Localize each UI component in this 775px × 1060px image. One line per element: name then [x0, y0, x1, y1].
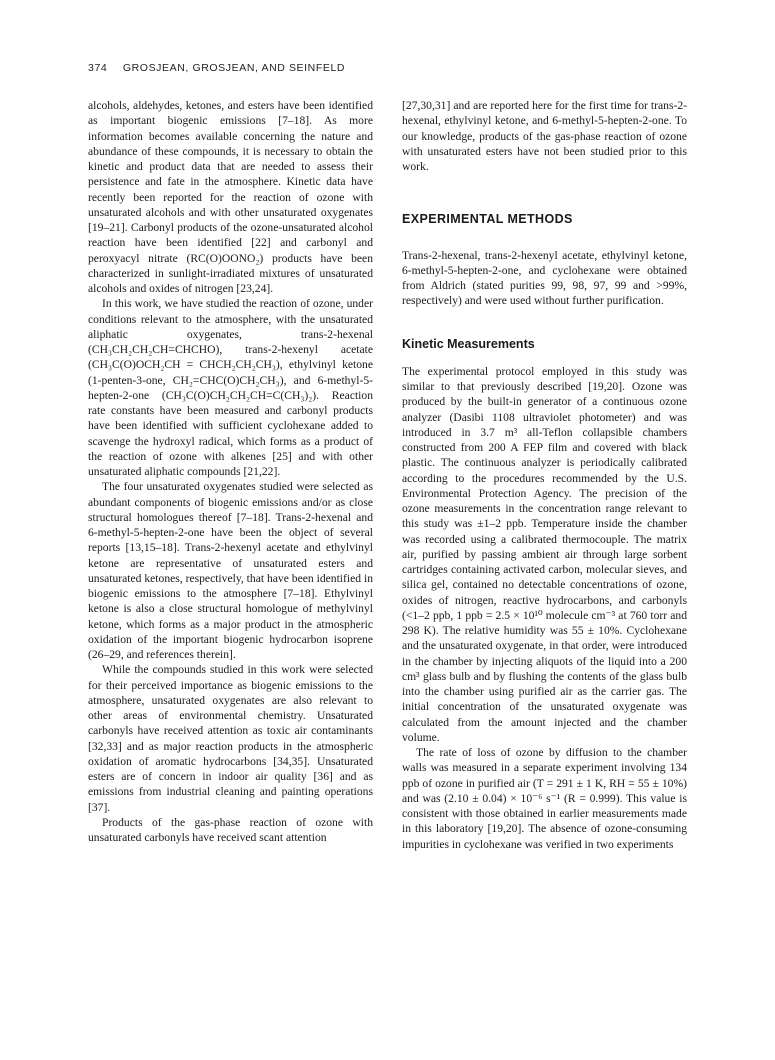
paragraph: Trans-2-hexenal, trans-2-hexenyl acetate, ethylvinyl ketone, 6-methyl-5-hepten-2-one, and cyclohexane were obtained from Aldrich (stated purities 99, 98, 97, 99 and >99%, respectively) and were used without further purification. [402, 248, 687, 308]
section-heading: EXPERIMENTAL METHODS [402, 212, 573, 227]
paragraph: While the compounds studied in this work were selected for their perceived importance as biogenic emissions to the atmosphere, unsaturated oxygenates are also relevant to other areas of environmental chemistry. Unsaturated carbonyls have received attention as toxic air contaminants [32,33] and as major reaction products in the atmospheric oxidation of aromatic hydrocarbons [34,35]. Unsaturated esters are of concern in indoor air quality [36] and as emissions from industrial cleaning and painting operations [37]. [88, 663, 373, 814]
running-header [88, 62, 345, 74]
running-head-authors: GROSJEAN, GROSJEAN, AND SEINFELD [122, 62, 346, 74]
paragraph: Products of the gas-phase reaction of ozone with unsaturated carbonyls have received scant attention [88, 815, 373, 844]
right-column [402, 98, 687, 852]
paragraph: The rate of loss of ozone by diffusion to the chamber walls was measured in a separate experiment involving 134 ppb of ozone in purified air (T = 291 ± 1 K, RH = 55 ± 10%) and was (2.10 ± 0.04) × 10⁻⁶ s⁻¹ (R = 0.999). This value is consistent with those obtained in earlier measurements made in this laboratory [19,20]. The absence of ozone-consuming impurities in cyclohexane was verified in two experiments [402, 746, 687, 851]
paragraph: The experimental protocol employed in this study was similar to that previously described [19,20]. Ozone was produced by the built-in generator of a continuous ozone analyzer (Dasibi 1108 ultraviolet photometer) and was introduced in 3.7 m³ all-Teflon collapsible chambers constructed from 200 A FEP film and covered with black plastic. The continuous analyzer is periodically calibrated according to the procedures recommended by the U.S. Environmental Protection Agency. The precision of the ozone measurements in the concentration range relevant to this study was ±1–2 ppb. Temperature inside the chamber was recorded using a calibrated thermocouple. The matrix air, purified by passing ambient air through large sorbent cartridges containing activated carbon, molecular sieves, and silica gel, contained no detectable concentrations of ozone, oxides of nitrogen, reactive hydrocarbons, and carbonyls (<1–2 ppb, 1 ppb = 2.5 × 10¹⁰ molecule cm⁻³ at 760 torr and 298 K). The relative humidity was 55 ± 10%. Cyclohexane and the unsaturated oxygenate, in that order, were introduced in the chamber by injecting aliquots of the liquid into a 200 cm³ glass bulb and by flushing the contents of the glass bulb into the chamber using purified air as the carrier gas. The initial concentration of the unsaturated oxygenate was calculated from the amount injected and the chamber volume. [402, 364, 687, 744]
page-number: 374 [88, 62, 108, 74]
subsection-heading: Kinetic Measurements [402, 336, 535, 351]
left-column [88, 98, 373, 845]
paragraph: In this work, we have studied the reaction of ozone, under conditions relevant to the atmosphere, with the unsaturated aliphatic oxygenates, trans-2-hexenal (CH₃CH₂CH₂CH=CHCHO), trans-2-hexenyl acetate (CH₃C(O)OCH₂CH = CHCH₂CH₂CH₃), ethylvinyl ketone (1-penten-3-one, CH₂=CHC(O)CH₂CH₃), and 6-methyl-5-hepten-2-one (CH₃C(O)CH₂CH₂CH=C(CH₃)₂). Reaction rate constants have been measured and carbonyl products have been identified with sufficient cyclohexane added to scavenge the hydroxyl radical, which forms as a product of the reaction of ozone with alkenes [25] and with other unsaturated aliphatic compounds [21,22]. [88, 297, 373, 478]
paragraph: The four unsaturated oxygenates studied were selected as abundant components of biogenic emissions and/or as close structural homologues thereof [7–18]. Trans-2-hexenal and 6-methyl-5-hepten-2-one have been the object of several reports [13,15–18]. Trans-2-hexenyl acetate and ethylvinyl ketone are representative of unsaturated esters and unsaturated ketones, respectively, that have been identified in biogenic emissions to the atmosphere [7–18]. Ethylvinyl ketone is also a close structural homologue of methylvinyl ketone, which forms as a major product in the atmospheric oxidation of the important biogenic hydrocarbon isoprene (26–29, and references therein]. [88, 480, 373, 661]
paragraph: [27,30,31] and are reported here for the first time for trans-2-hexenal, ethylvinyl ketone, and 6-methyl-5-hepten-2-one. To our knowledge, products of the gas-phase reaction of ozone with unsaturated esters have not been studied prior to this work. [402, 99, 687, 173]
paragraph: alcohols, aldehydes, ketones, and esters have been identified as important biogenic emissions [7–18]. As more information becomes available concerning the nature and abundance of these compounds, it is necessary to obtain the kinetic and product data that are needed to assess their persistence and fate in the atmosphere. Kinetic data have recently been reported for the reaction of ozone with unsaturated alcohols and with other unsaturated oxygenates [19–21]. Carbonyl products of the ozone-unsaturated alcohol reaction have been identified [22] and carbonyl and peroxyacyl nitrate (RC(O)OONO₂) products have been characterized in sunlight-irradiated mixtures of unsaturated alcohols and oxides of nitrogen [23,24]. [88, 99, 373, 295]
